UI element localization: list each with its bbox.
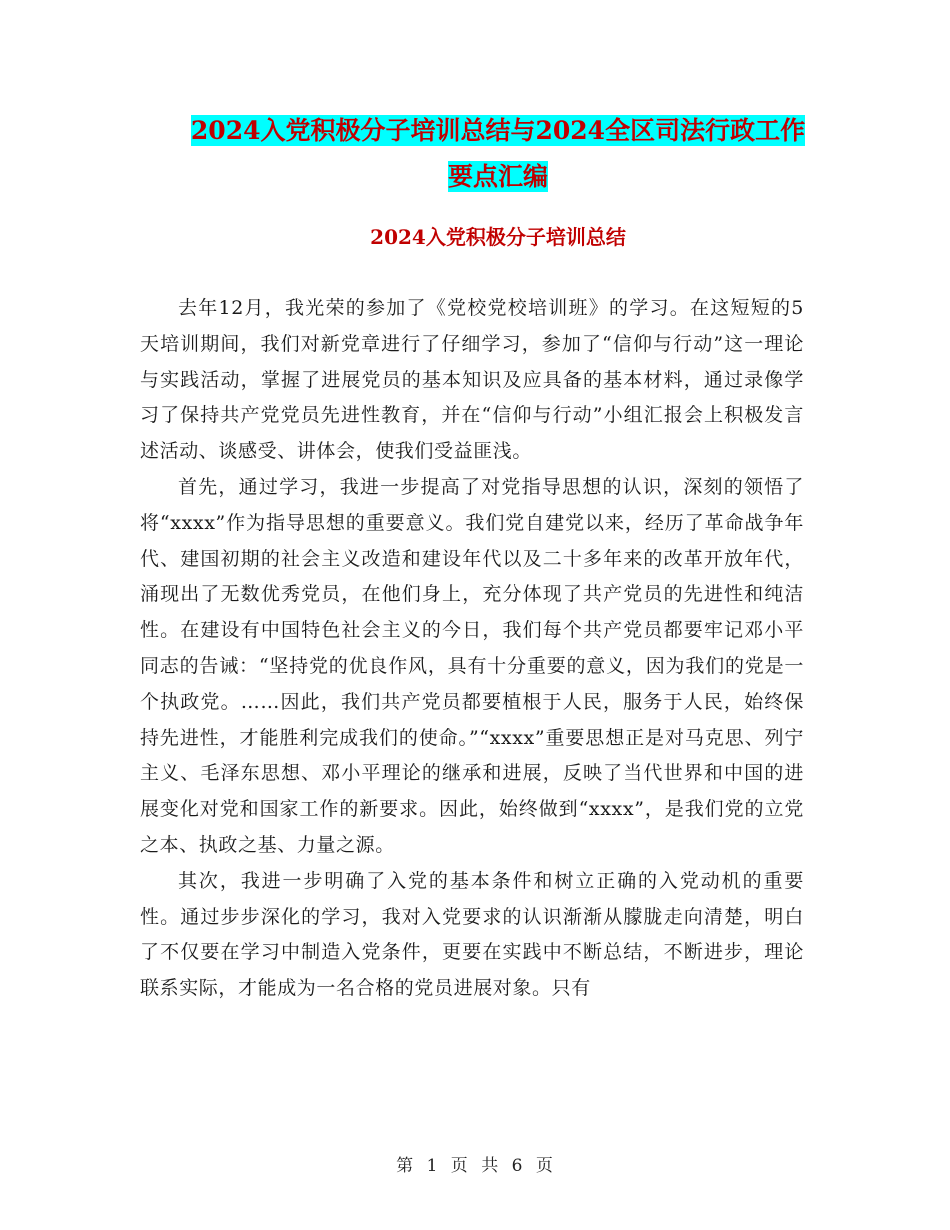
paragraph-3: 其次，我进一步明确了入党的基本条件和树立正确的入党动机的重要性。通过步步深化的学习，我对入党要求的认识渐渐从朦胧走向清楚，明白了不仅要在学习中制造入党条件，更要在实践中不断总结，不断进步，理论联系实际，才能成为一名合格的党员进展对象。只有 — [140, 869, 804, 1000]
footer-total-prefix: 共 — [481, 1156, 500, 1176]
footer-page-mid: 页 — [450, 1156, 469, 1176]
footer-total-pages: 6 — [511, 1156, 524, 1176]
document-title-line-1: 2024入党积极分子培训总结与2024全区司法行政工作 — [190, 116, 806, 145]
paragraph-2: 首先，通过学习，我进一步提高了对党指导思想的认识，深刻的领悟了将“xxxx”作为指导思想的重要意义。我们党自建党以来，经历了革命战争年代、建国初期的社会主义改造和建设年代以及二十多年来的改革开放年代，涌现出了无数优秀党员，在他们身上，充分体现了共产党员的先进性和纯洁性。在建设有中国特色社会主义的今日，我们每个共产党员都要牢记邓小平同志的告诫：“坚持党的优良作风，具有十分重要的意义，因为我们的党是一个执政党。……因此，我们共产党员都要植根于人民，服务于人民，始终保持先进性，才能胜利完成我们的使命。”“xxxx”重要思想正是对马克思、列宁主义、毛泽东思想、邓小平理论的继承和进展，反映了当代世界和中国的进展变化对党和国家工作的新要求。因此，始终做到“xxxx”，是我们党的立党之本、执政之基、力量之源。 — [140, 475, 804, 856]
footer-page-number: 1 — [426, 1156, 439, 1176]
page-footer — [0, 1154, 950, 1178]
document-title — [140, 108, 856, 200]
footer-page-prefix: 第 — [396, 1156, 415, 1176]
footer-total-suffix: 页 — [535, 1156, 554, 1176]
document-title-line-2: 要点汇编 — [447, 162, 548, 191]
body-text — [140, 291, 804, 1007]
paragraph-1: 去年12月，我光荣的参加了《党校党校培训班》的学习。在这短短的5天培训期间，我们对新党章进行了仔细学习，参加了“信仰与行动”这一理论与实践活动，掌握了进展党员的基本知识及应具备的基本材料，通过录像学习了保持共产党党员先进性教育，并在“信仰与行动”小组汇报会上积极发言述活动、谈感受、讲体会，使我们受益匪浅。 — [140, 297, 804, 463]
section-title: 2024入党积极分子培训总结 — [370, 225, 626, 249]
